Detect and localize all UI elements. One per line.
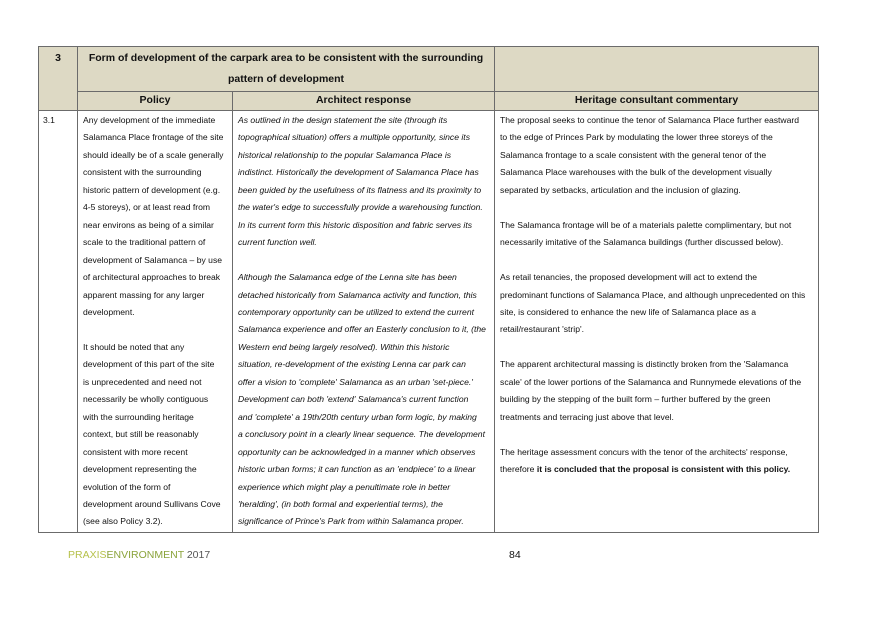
heritage-text-line: treatments and terracing just above that level. [500, 411, 674, 422]
architect-text-line: Although the Salamanca edge of the Lenna site has been [238, 272, 457, 283]
brand-praxis: PRAXIS [68, 549, 107, 561]
heritage-text-line: The apparent architectural massing is distinctly broken from the 'Salamanca [500, 359, 789, 370]
policy-text-line: Salamanca Place frontage of the site [83, 132, 224, 143]
section-title-line-1: Form of development of the carpark area to be consistent with the surrounding [88, 52, 484, 64]
section-number: 3 [39, 47, 78, 111]
architect-text-line: current function well. [238, 237, 317, 248]
heritage-text-line [500, 252, 814, 269]
architect-text-line: As outlined in the design statement the site (through its [238, 115, 448, 125]
footer-year: 2017 [186, 549, 211, 561]
brand-environment: ENVIRONMENT [106, 549, 184, 561]
page-number: 84 [509, 549, 521, 561]
policy-text-line: is unprecedented and need not [83, 376, 202, 387]
architect-text-line: offer a vision to 'complete' Salamanca as an urban 'set-piece.' [238, 376, 473, 387]
policy-text-line: near environs as being of a similar [83, 219, 214, 230]
policy-text-line: development around Sullivans Cove [83, 498, 221, 509]
heritage-text-line: to the edge of Princes Park by modulating the lower three storeys of the [500, 132, 773, 143]
row-number [39, 111, 78, 533]
architect-text-line: 'heralding', (in both formal and experiential terms), the [238, 498, 443, 509]
policy-text-line: apparent massing for any larger [83, 289, 205, 300]
heritage-text-line: retail/restaurant 'strip'. [500, 324, 585, 335]
policy-text-line: of architectural approaches to break [83, 272, 221, 283]
policy-text-line: (see also Policy 3.2). [83, 516, 163, 527]
architect-text-line: the water's edge to successfully provide a warehousing function. [238, 202, 483, 213]
policy-text-line: scale to the traditional pattern of [83, 237, 206, 248]
policy-text-line: historic pattern of development (e.g. [83, 184, 221, 195]
architect-text-line: historical relationship to the popular Salamanca Place is [238, 149, 452, 160]
column-header-policy: Policy [78, 92, 233, 111]
policy-text-line: context, but still be reasonably [83, 429, 199, 440]
heritage-commentary-cell [495, 111, 819, 533]
architect-text-line: significance of Prince's Park from within Salamanca proper. [238, 516, 464, 527]
architect-text-line: Salamanca experience and offer an Easterly conclusion to it, (the [238, 324, 486, 335]
section-title-line-2: pattern of development [227, 73, 345, 85]
policy-text-line: consistent with more recent [83, 446, 188, 457]
column-header-architect: Architect response [233, 92, 495, 111]
heritage-text-line [500, 199, 814, 216]
heritage-text-line: Salamanca Place warehouses with the bulk of the development visually [500, 167, 772, 178]
heritage-text-line: The proposal seeks to continue the tenor of Salamanca Place further eastward [500, 115, 800, 125]
policy-text-line: evolution of the form of [83, 481, 171, 492]
section-title-blank [495, 47, 819, 92]
policy-text-line: development representing the [83, 464, 197, 475]
architect-text-line: Western end being largely resolved). Within this historic [238, 341, 450, 352]
heritage-text-line: The heritage assessment concurs with the tenor of the architects' response, [500, 446, 788, 457]
policy-text-line: development of Salamanca – by use [83, 254, 223, 265]
heritage-conclusion-plain: therefore [500, 464, 537, 474]
architect-text-line: experience which might play a penultimate role in better [238, 481, 451, 492]
row-number-text: 3.1 [43, 115, 55, 125]
architect-text-line: been guided by the usefulness of its flatness and its proximity to [238, 184, 482, 195]
heritage-text-line: necessarily imitative of the Salamanca buildings (further discussed below). [500, 237, 784, 248]
heritage-conclusion-line [500, 461, 814, 478]
architect-text-line: topographical situation) offers a multiple opportunity, since its [238, 132, 470, 143]
policy-text-line [83, 321, 228, 338]
policy-text-line: Any development of the immediate [83, 115, 216, 125]
architect-text-line [238, 252, 490, 269]
policy-text-line: should ideally be of a scale generally [83, 149, 224, 160]
heritage-text-line: The Salamanca frontage will be of a materials palette complimentary, but not [500, 219, 792, 230]
heritage-text-line: building by the stepping of the built form – further buffered by the green [500, 394, 771, 405]
architect-text-line: opportunity can be acknowledged in a manner which observes [238, 446, 476, 457]
architect-text-line: indistinct. Historically the development of Salamanca Place has [238, 167, 479, 178]
policy-text-line: It should be noted that any [83, 341, 185, 352]
heritage-text-line: Salamanca frontage to a scale consistent with the general tenor of the [500, 149, 767, 160]
architect-text-line: In its current form this historic disposition and fabric serves its [238, 219, 473, 230]
architect-text-line: contemporary opportunity can be utilized to extend the current [238, 306, 474, 317]
heritage-text-line: As retail tenancies, the proposed development will act to extend the [500, 272, 758, 283]
architect-text-line: a conclusory point in a clearly linear sequence. The development [238, 429, 485, 440]
footer-brand [68, 549, 210, 561]
architect-text-line: Development can both 'extend' Salamanca's current function [238, 394, 469, 405]
heritage-text-line [500, 426, 814, 443]
policy-text-line: consistent with the surrounding [83, 167, 202, 178]
policy-text-line: 4-5 storeys), or at least read from [83, 202, 211, 213]
section-title [78, 47, 495, 92]
policy-text-line: necessarily be wholly contiguous [83, 394, 209, 405]
architect-text-line: historic urban forms; it can function as an 'endpiece' to a linear [238, 464, 476, 475]
policy-table [38, 46, 819, 533]
architect-text-line: situation, re-development of the existing Lenna car park can [238, 359, 466, 370]
policy-text-line: with the surrounding heritage [83, 411, 194, 422]
column-header-heritage: Heritage consultant commentary [495, 92, 819, 111]
policy-text-line: development of this part of the site [83, 359, 215, 370]
heritage-text-line: scale' of the lower portions of the Salamanca and Runnymede elevations of the [500, 376, 802, 387]
architect-text-line: and 'complete' a 19th/20th century urban form logic, by making [238, 411, 477, 422]
policy-cell [78, 111, 233, 533]
heritage-conclusion-bold: it is concluded that the proposal is consistent with this policy. [536, 464, 791, 474]
architect-response-cell [233, 111, 495, 533]
heritage-text-line: separated by setbacks, articulation and the inclusion of glazing. [500, 184, 741, 195]
heritage-text-line: site, is considered to enhance the new life of Salamanca place as a [500, 306, 757, 317]
heritage-text-line [500, 339, 814, 356]
heritage-text-line: predominant functions of Salamanca Place, and although unprecedented on this [500, 289, 806, 300]
policy-text-line: development. [83, 306, 135, 317]
architect-text-line: detached historically from Salamanca activity and function, this [238, 289, 477, 300]
